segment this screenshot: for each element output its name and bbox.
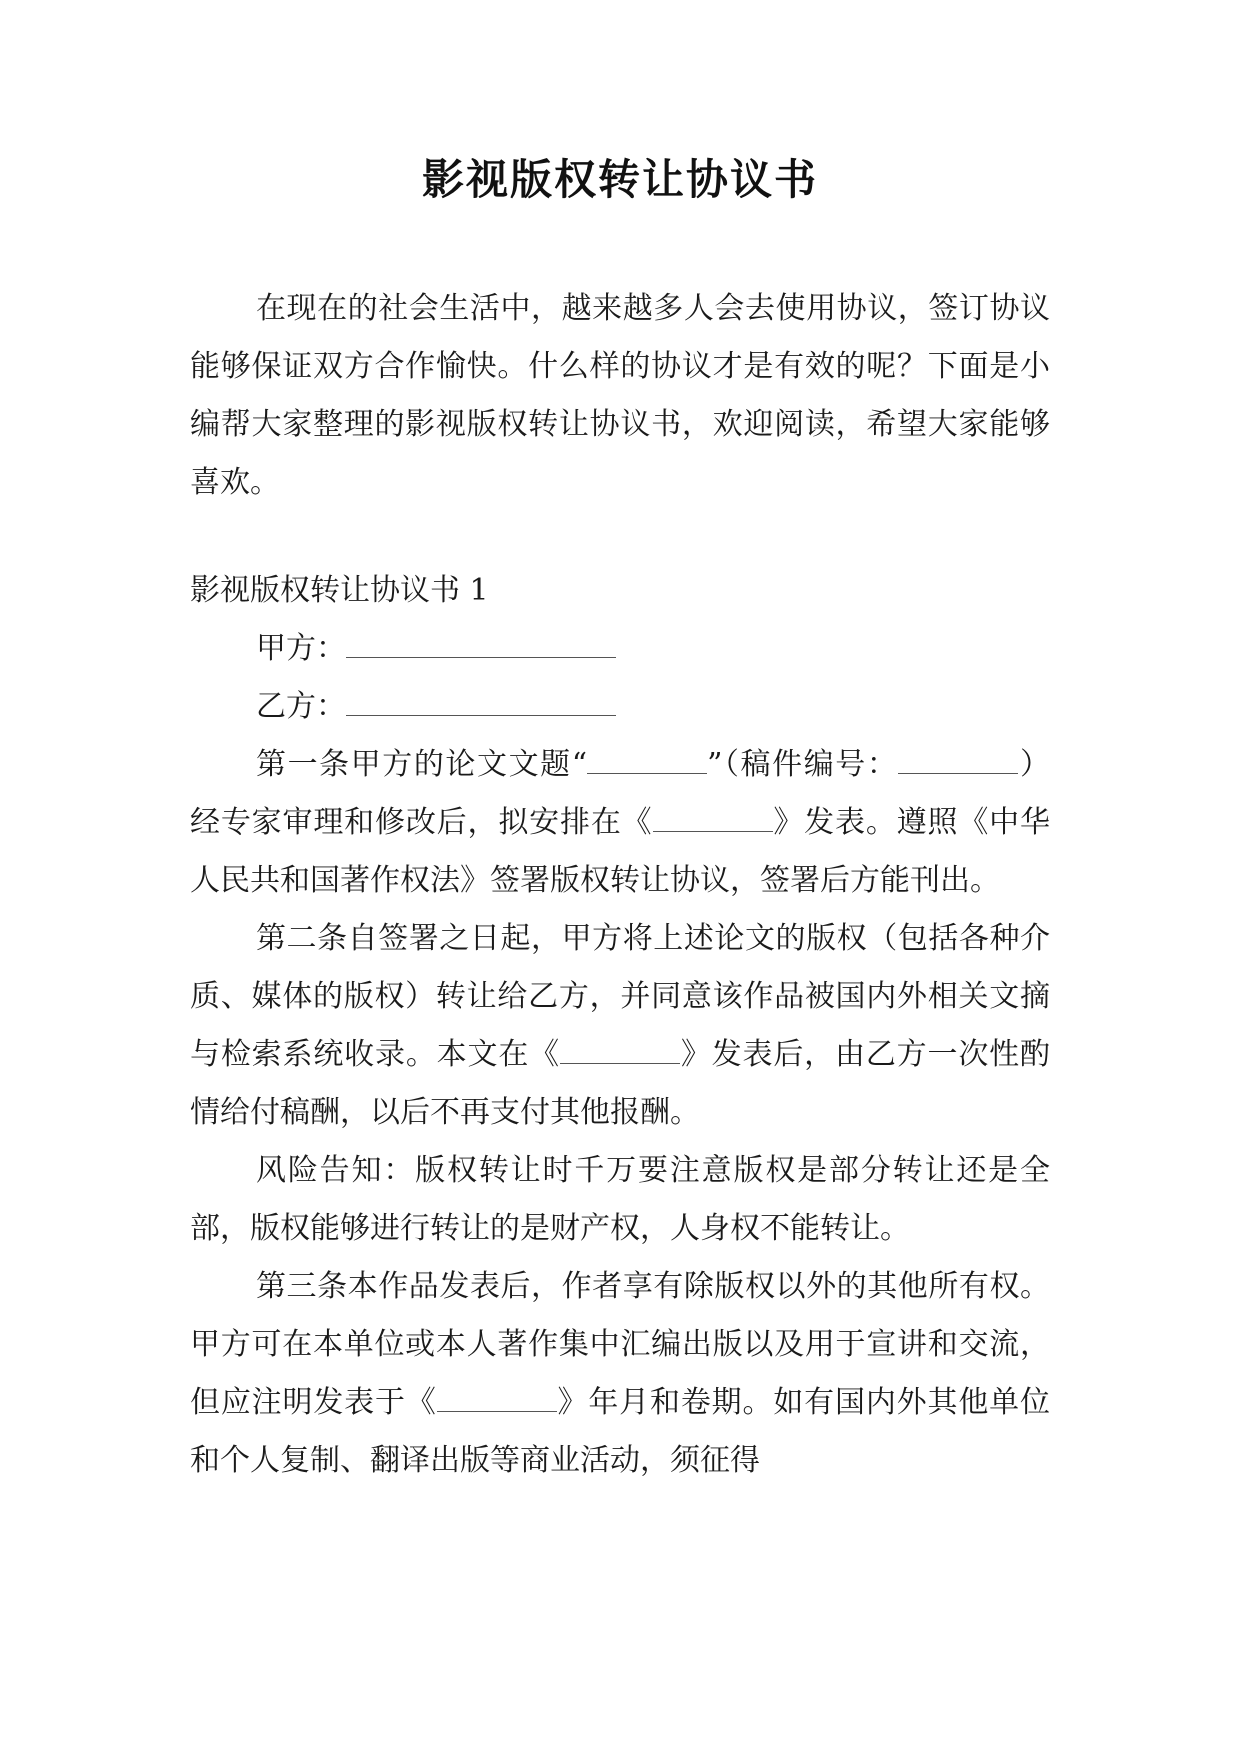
party-b-label: 乙方： [256, 689, 346, 724]
party-a-blank [346, 629, 616, 659]
article-1-text-1: 第一条甲方的论文文题“ [256, 747, 588, 782]
intro-paragraph: 在现在的社会生活中，越来越多人会去使用协议，签订协议能够保证双方合作愉快。什么样的协议才是有效的呢？下面是小编帮大家整理的影视版权转让协议书，欢迎阅读，希望大家能够喜欢。 [190, 291, 1050, 500]
spacer [190, 512, 1050, 562]
party-a-line [190, 620, 1050, 678]
article-1-text-2: ”（稿件编号： [707, 747, 899, 782]
journal-name-blank [653, 803, 773, 833]
article-3-text-2: 》年月和卷期。如有国内外其他单位和个人复制、翻译出版等商业活动，须征得 [190, 1385, 1051, 1478]
manuscript-number-blank [898, 745, 1018, 775]
risk-notice-paragraph: 风险告知：版权转让时千万要注意版权是部分转让还是全部，版权能够进行转让的是财产权，人身权不能转让。 [190, 1153, 1050, 1246]
document-title: 影视版权转让协议书 [421, 155, 818, 204]
article-3-text-1: 第三条本作品发表后，作者享有除版权以外的其他所有权。甲方可在本单位或本人著作集中汇编出版以及用于宣讲和交流，但应注明发表于《 [190, 1269, 1050, 1420]
party-b-line [190, 678, 1050, 736]
paper-title-blank [587, 745, 707, 775]
article-3-paragraph [190, 1258, 1050, 1490]
article-1-paragraph [190, 736, 1050, 910]
article-2-paragraph [190, 910, 1050, 1142]
journal-name-blank-3 [437, 1383, 557, 1413]
article-1-text-4: 》发表。遵照《中华人民共和国著作权法》签署版权转让协议，签署后方能刊出。 [190, 805, 1050, 898]
party-a-label: 甲方： [256, 631, 346, 666]
party-b-blank [346, 687, 616, 717]
section-heading: 影视版权转让协议书 1 [190, 573, 489, 608]
document-page [190, 150, 1050, 1490]
article-1-text-3: ）经专家审理和修改后，拟安排在《 [190, 747, 1051, 840]
article-2-text-1: 第二条自签署之日起，甲方将上述论文的版权（包括各种介质、媒体的版权）转让给乙方，并同意该作品被国内外相关文摘与检索系统收录。本文在《 [190, 921, 1050, 1072]
article-2-text-2: 》发表后，由乙方一次性酌情给付稿酬，以后不再支付其他报酬。 [190, 1037, 1050, 1130]
journal-name-blank-2 [560, 1035, 680, 1065]
